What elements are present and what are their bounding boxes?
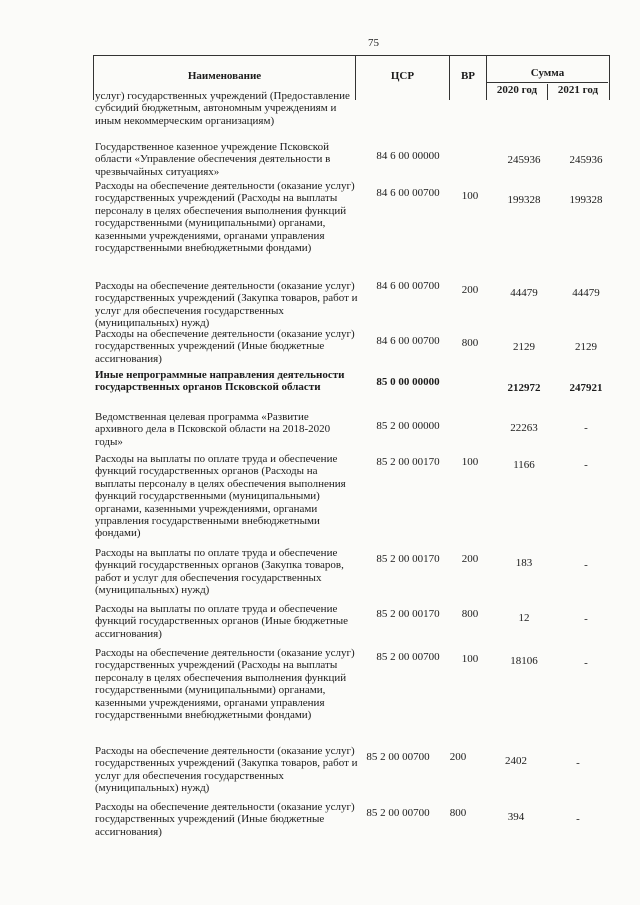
row-value-2021: -	[584, 613, 588, 625]
row-name: Расходы на обеспечение деятельности (оказание услуг) государственных учреждений (Иные бюджетные ассигнования)	[95, 801, 355, 838]
header-vr: ВР	[460, 70, 476, 82]
row-name: Расходы на выплаты по оплате труда и обеспечение функций государственных органов (Расходы на выплаты персоналу в целях обеспечения выполнения функций государственными (муниципальными) органами, казенными учреждениями, органами управления государственными внебюджетными фондами)	[95, 453, 346, 540]
row-csr: 84 6 00 00700	[376, 280, 440, 292]
row-value-2020: 183	[515, 557, 533, 569]
row-value-2020: 394	[507, 811, 525, 823]
row-csr: 85 2 00 00170	[376, 456, 440, 468]
row-name: Расходы на обеспечение деятельности (оказание услуг) государственных учреждений (Расходы на выплаты персоналу в целях обеспечения выполнения функций государственными (муниципальными) органами, казенными учреждениями, органами управления государственными внебюджетными фондами)	[95, 647, 355, 722]
header-sum: Сумма	[530, 67, 565, 79]
header-divider	[487, 82, 608, 83]
row-name: Расходы на обеспечение деятельности (оказание услуг) государственных учреждений (Закупка товаров, работ и услуг для обеспечения государственных (муниципальных) нужд)	[95, 745, 358, 795]
row-name: Ведомственная целевая программа «Развитие архивного дела в Псковской области на 2018-2020 годы»	[95, 411, 331, 448]
row-vr: 200	[461, 553, 479, 565]
row-value-2021: 2129	[575, 341, 597, 353]
row-value-2021: -	[576, 757, 580, 769]
row-value-2021: -	[584, 657, 588, 669]
row-name: Расходы на выплаты по оплате труда и обеспечение функций государственных органов (Иные бюджетные ассигнования)	[95, 603, 349, 640]
row-csr: 85 0 00 00000	[376, 376, 440, 388]
row-vr: 800	[449, 807, 467, 819]
row-value-2021: -	[576, 813, 580, 825]
row-value-2021: -	[584, 559, 588, 571]
row-vr: 200	[449, 751, 467, 763]
header-name: Наименование	[187, 70, 262, 82]
row-value-2020: 44479	[510, 287, 538, 299]
header-csr: ЦСР	[390, 70, 415, 82]
row-name: услуг) государственных учреждений (Предоставление субсидий бюджетным, автономным учреждениям и иным некоммерческим организациям)	[95, 90, 350, 127]
row-value-2020: 22263	[510, 422, 538, 434]
row-csr: 84 6 00 00700	[376, 335, 440, 347]
row-csr: 84 6 00 00700	[376, 187, 440, 199]
row-csr: 85 2 00 00700	[366, 751, 430, 763]
header-year-2020: 2020 год	[487, 84, 548, 100]
row-value-2020: 12	[518, 612, 530, 624]
row-csr: 85 2 00 00700	[366, 807, 430, 819]
row-name: Расходы на обеспечение деятельности (оказание услуг) государственных учреждений (Закупка товаров, работ и услуг для обеспечения государственных (муниципальных) нужд)	[95, 280, 358, 330]
row-value-2020: 2129	[513, 341, 535, 353]
row-csr: 85 2 00 00170	[376, 553, 440, 565]
row-name: Государственное казенное учреждение Псковской области «Управление обеспечения деятельности в чрезвычайных ситуациях»	[95, 141, 331, 178]
row-name: Расходы на выплаты по оплате труда и обеспечение функций государственных органов (Закупка товаров, работ и услуг для обеспечения государственных (муниципальных) нужд)	[95, 547, 344, 597]
header-vr-cell	[450, 56, 487, 100]
row-value-2020: 1166	[513, 459, 535, 471]
row-vr: 800	[461, 608, 479, 620]
row-value-2021: 247921	[569, 382, 603, 394]
row-csr: 85 2 00 00700	[376, 651, 440, 663]
row-name: Расходы на обеспечение деятельности (оказание услуг) государственных учреждений (Иные бюджетные ассигнования)	[95, 328, 355, 365]
row-name: Расходы на обеспечение деятельности (оказание услуг) государственных учреждений (Расходы на выплаты персоналу в целях обеспечения выполнения функций государственными (муниципальными) органами, казенными учреждениями, органами управления государственными внебюджетными фондами)	[95, 180, 355, 255]
header-year-2021: 2021 год	[557, 84, 599, 96]
header-csr-cell	[356, 56, 450, 100]
row-csr: 85 2 00 00000	[376, 420, 440, 432]
row-name: Иные непрограммные направления деятельности государственных органов Псковской области	[95, 369, 345, 394]
row-value-2020: 212972	[507, 382, 541, 394]
row-vr: 100	[461, 190, 479, 202]
row-value-2021: 245936	[569, 154, 603, 166]
row-value-2020: 18106	[510, 655, 538, 667]
row-value-2020: 245936	[507, 154, 541, 166]
row-vr: 800	[461, 337, 479, 349]
row-csr: 84 6 00 00000	[376, 150, 440, 162]
row-vr: 100	[461, 653, 479, 665]
row-value-2020: 2402	[505, 755, 527, 767]
header-sum-cell	[487, 56, 608, 100]
page-number: 75	[368, 37, 379, 49]
row-vr: 200	[461, 284, 479, 296]
row-value-2021: -	[584, 422, 588, 434]
row-csr: 85 2 00 00170	[376, 608, 440, 620]
row-value-2021: 199328	[569, 194, 603, 206]
row-vr: 100	[461, 456, 479, 468]
row-value-2021: -	[584, 459, 588, 471]
row-value-2020: 199328	[507, 194, 541, 206]
row-value-2021: 44479	[572, 287, 600, 299]
